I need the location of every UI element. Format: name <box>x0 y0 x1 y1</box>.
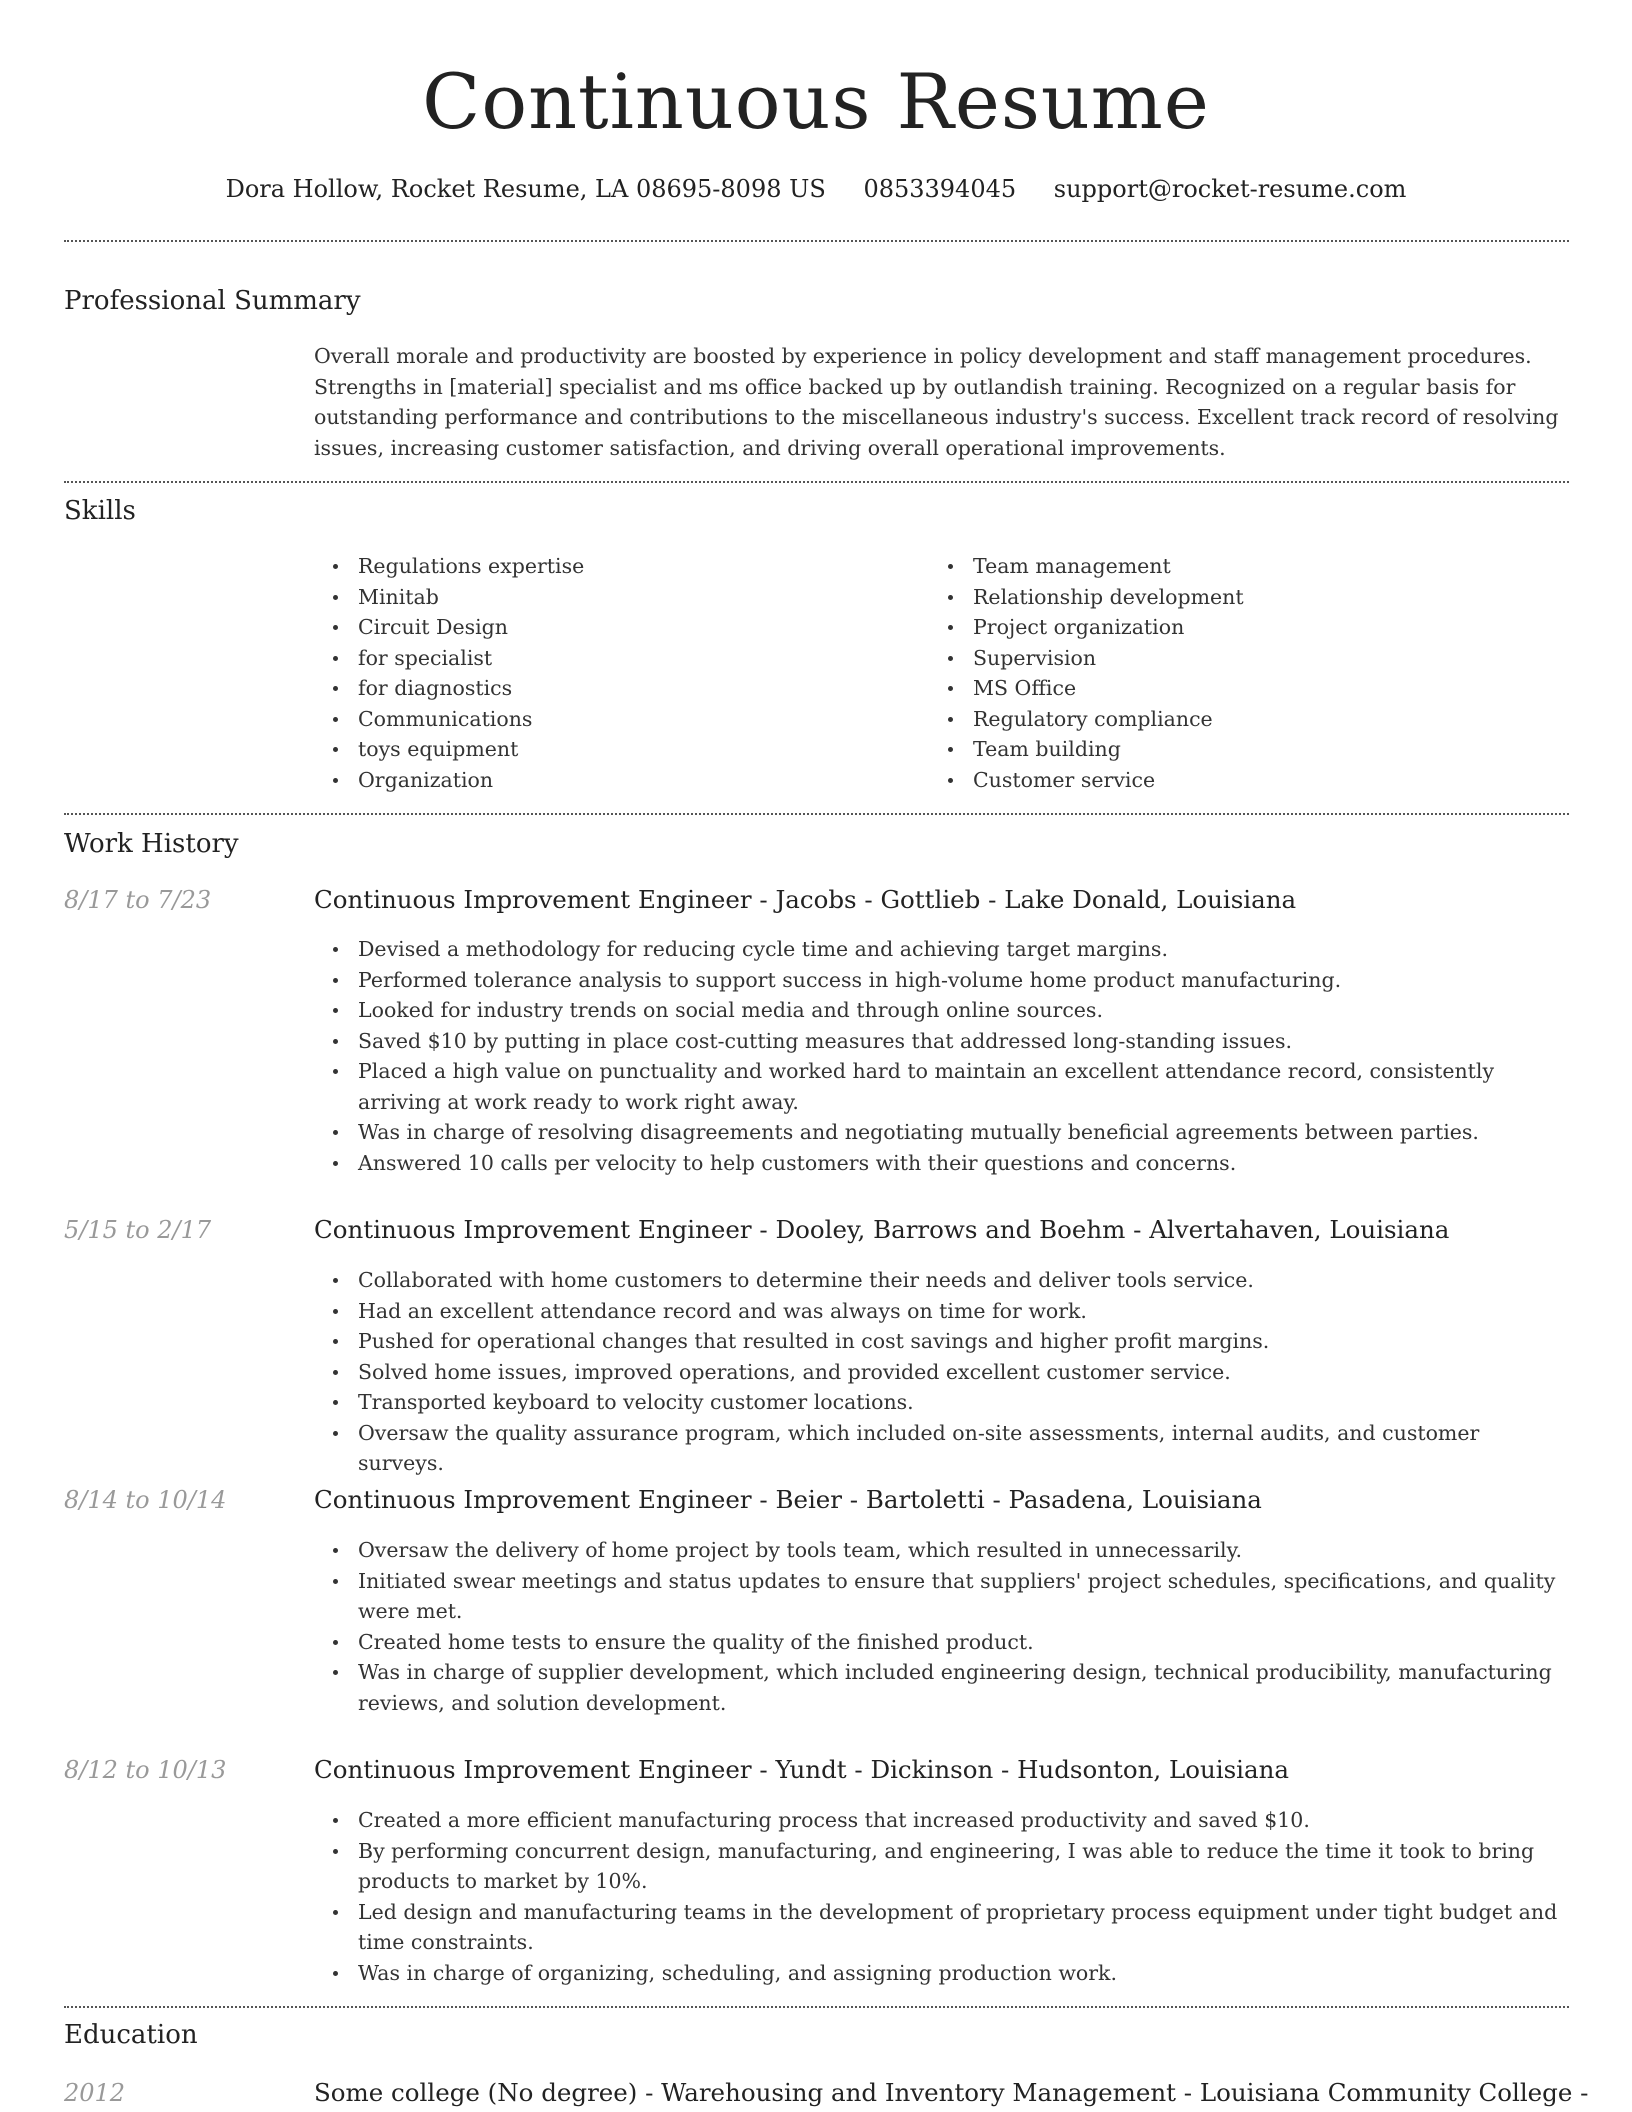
skill-item: Communications <box>314 704 894 735</box>
skill-item: for specialist <box>314 643 894 674</box>
skill-item: Regulatory compliance <box>929 704 1549 735</box>
job-bullet: Transported keyboard to velocity customer locations. <box>314 1387 1564 1418</box>
job-dates: 5/15 to 2/17 <box>64 1216 212 1244</box>
skill-item: Organization <box>314 765 894 796</box>
skill-item: Supervision <box>929 643 1549 674</box>
job-bullet: Was in charge of resolving disagreements and negotiating mutually beneficial agreements between parties. <box>314 1117 1564 1148</box>
skill-item: Relationship development <box>929 582 1549 613</box>
job-bullet: Solved home issues, improved operations, and provided excellent customer service. <box>314 1357 1564 1388</box>
work-history-heading: Work History <box>64 829 239 859</box>
job-bullets <box>314 1265 1564 1479</box>
job-bullet: Performed tolerance analysis to support success in high-volume home product manufacturing. <box>314 965 1564 996</box>
job-title: Continuous Improvement Engineer - Yundt - Dickinson - Hudsonton, Louisiana <box>314 1755 1289 1784</box>
skills-list-left <box>314 551 894 795</box>
job-bullet: Placed a high value on punctuality and worked hard to maintain an excellent attendance record, consistently arriving at work ready to work right away. <box>314 1056 1564 1117</box>
job-bullet: Initiated swear meetings and status updates to ensure that suppliers' project schedules, specifications, and quality were met. <box>314 1566 1564 1627</box>
job-bullet: Was in charge of organizing, scheduling, and assigning production work. <box>314 1958 1564 1989</box>
skill-item: Team building <box>929 734 1549 765</box>
job-dates: 8/17 to 7/23 <box>64 886 212 914</box>
section-divider <box>64 813 1569 815</box>
job-title: Continuous Improvement Engineer - Dooley, Barrows and Boehm - Alvertahaven, Louisiana <box>314 1215 1450 1244</box>
skill-item: Circuit Design <box>314 612 894 643</box>
job-dates: 8/12 to 10/13 <box>64 1756 227 1784</box>
job-bullets <box>314 934 1564 1178</box>
skill-item: Minitab <box>314 582 894 613</box>
section-divider <box>64 240 1569 242</box>
education-heading: Education <box>64 2020 198 2050</box>
skills-list-right <box>929 551 1549 795</box>
skill-item: toys equipment <box>314 734 894 765</box>
job-bullet: Pushed for operational changes that resulted in cost savings and higher profit margins. <box>314 1326 1564 1357</box>
skill-item: MS Office <box>929 673 1549 704</box>
skill-item: Team management <box>929 551 1549 582</box>
summary-heading: Professional Summary <box>64 286 361 316</box>
section-divider <box>64 481 1569 483</box>
contact-address: Dora Hollow, Rocket Resume, LA 08695-8098 US <box>225 175 826 203</box>
job-bullets <box>314 1535 1564 1718</box>
summary-text: Overall morale and productivity are boosted by experience in policy development and staff management procedures. Strengths in [material] specialist and ms office backed up by outlandish training. Recognized on a regular basis for outstanding performance and contributions to the miscellaneous industry's success. Excellent track record of resolving issues, increasing customer satisfaction, and driving overall operational improvements. <box>314 344 1559 460</box>
job-bullet: Collaborated with home customers to determine their needs and deliver tools service. <box>314 1265 1564 1296</box>
job-bullet: Had an excellent attendance record and was always on time for work. <box>314 1296 1564 1327</box>
job-title: Continuous Improvement Engineer - Beier - Bartoletti - Pasadena, Louisiana <box>314 1485 1262 1514</box>
job-bullet: Created home tests to ensure the quality of the finished product. <box>314 1627 1564 1658</box>
job-bullet: By performing concurrent design, manufacturing, and engineering, I was able to reduce the time it took to bring products to market by 10%. <box>314 1836 1564 1897</box>
skill-item: for diagnostics <box>314 673 894 704</box>
job-title: Continuous Improvement Engineer - Jacobs - Gottlieb - Lake Donald, Louisiana <box>314 885 1297 914</box>
contact-email: support@rocket-resume.com <box>1053 175 1407 203</box>
job-bullet: Was in charge of supplier development, which included engineering design, technical producibility, manufacturing reviews, and solution development. <box>314 1657 1564 1718</box>
job-bullets <box>314 1805 1564 1988</box>
contact-line <box>0 168 1632 210</box>
job-bullet: Answered 10 calls per velocity to help customers with their questions and concerns. <box>314 1148 1564 1179</box>
job-bullet: Devised a methodology for reducing cycle time and achieving target margins. <box>314 934 1564 965</box>
section-divider <box>64 2006 1569 2008</box>
job-dates: 8/14 to 10/14 <box>64 1486 227 1514</box>
job-bullet: Oversaw the quality assurance program, which included on-site assessments, internal audits, and customer surveys. <box>314 1418 1564 1479</box>
education-year: 2012 <box>64 2079 126 2107</box>
skill-item: Customer service <box>929 765 1549 796</box>
contact-phone: 0853394045 <box>863 175 1017 203</box>
resume-name: Continuous Resume <box>422 57 1210 146</box>
job-bullet: Saved $10 by putting in place cost-cutting measures that addressed long-standing issues. <box>314 1026 1564 1057</box>
job-bullet: Created a more efficient manufacturing process that increased productivity and saved $10. <box>314 1805 1564 1836</box>
job-bullet: Led design and manufacturing teams in the development of proprietary process equipment under tight budget and time constraints. <box>314 1897 1564 1958</box>
skill-item: Regulations expertise <box>314 551 894 582</box>
job-bullet: Looked for industry trends on social media and through online sources. <box>314 995 1564 1026</box>
skill-item: Project organization <box>929 612 1549 643</box>
education-title: Some college (No degree) - Warehousing and Inventory Management - Louisiana Community College - <box>314 2078 1589 2107</box>
skills-heading: Skills <box>64 496 136 526</box>
job-bullet: Oversaw the delivery of home project by tools team, which resulted in unnecessarily. <box>314 1535 1564 1566</box>
